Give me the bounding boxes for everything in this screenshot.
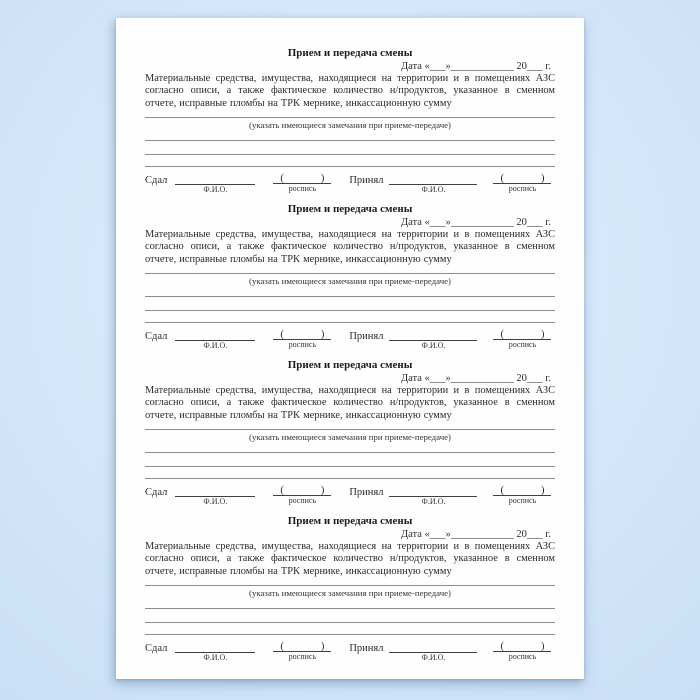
remarks-blank-line <box>145 310 555 311</box>
signature-row <box>145 639 555 663</box>
form-title: Прием и передача смены <box>287 203 413 215</box>
remarks-caption: (указать имеющиеся замечания при приеме-передаче) <box>249 432 451 442</box>
signature-blank-line <box>273 639 331 652</box>
signature-caption: роспись <box>508 340 537 349</box>
accepted-fio-field <box>389 327 477 351</box>
remarks-blank-line <box>145 622 555 623</box>
shift-handover-form-1 <box>145 47 555 203</box>
remarks-blank-line <box>145 166 555 167</box>
remarks-caption: (указать имеющиеся замечания при приеме-передаче) <box>249 276 451 286</box>
date-blank-line: Дата «___»____________ 20___ г. <box>400 373 551 384</box>
fio-blank-line <box>389 327 477 341</box>
remarks-caption: (указать имеющиеся замечания при приеме-передаче) <box>249 588 451 598</box>
handed-signature-field <box>273 483 331 507</box>
remarks-blank-line <box>145 452 555 453</box>
accepted-label: Принял <box>349 487 384 498</box>
handed-over-label: Сдал <box>145 331 168 342</box>
form-body-text: Материальные средства, имущества, находящиеся на территории и в помещениях АЗС согласно описи, а также фактическое количество н/продуктов, указанное в сменном отчете, исправные пломбы на ТРК мернике, инкассационную сумму <box>145 541 555 577</box>
document-page <box>116 18 584 679</box>
remarks-blank-line <box>145 634 555 635</box>
paren-close: ) <box>320 329 325 340</box>
fio-blank-line <box>175 639 255 653</box>
shift-handover-form-4 <box>145 515 555 671</box>
paren-open: ( <box>500 329 504 340</box>
paren-close: ) <box>320 173 325 184</box>
accepted-signature-field <box>493 171 551 195</box>
signature-blank-line <box>493 639 551 652</box>
handed-fio-field <box>175 639 255 663</box>
handed-over-label: Сдал <box>145 487 168 498</box>
remarks-blank-line <box>145 117 555 118</box>
accepted-signature-field <box>493 327 551 351</box>
paren-open: ( <box>280 485 284 496</box>
handed-signature-field <box>273 171 331 195</box>
paren-open: ( <box>500 485 504 496</box>
signature-blank-line <box>493 327 551 340</box>
remarks-blank-line <box>145 273 555 274</box>
remarks-blank-line <box>145 154 555 155</box>
signature-caption: роспись <box>508 184 537 193</box>
accepted-label: Принял <box>349 331 384 342</box>
handed-fio-field <box>175 171 255 195</box>
signature-row <box>145 483 555 507</box>
paren-open: ( <box>280 329 284 340</box>
form-title: Прием и передача смены <box>287 515 413 527</box>
accepted-fio-field <box>389 639 477 663</box>
remarks-caption: (указать имеющиеся замечания при приеме-передаче) <box>249 120 451 130</box>
remarks-blank-line <box>145 585 555 586</box>
remarks-blank-line <box>145 478 555 479</box>
signature-row <box>145 327 555 351</box>
signature-caption: роспись <box>508 496 537 505</box>
form-title: Прием и передача смены <box>287 47 413 59</box>
handed-fio-field <box>175 483 255 507</box>
fio-caption: Ф.И.О. <box>203 497 228 506</box>
paren-open: ( <box>280 173 284 184</box>
fio-caption: Ф.И.О. <box>203 185 228 194</box>
form-title: Прием и передача смены <box>287 359 413 371</box>
remarks-blank-line <box>145 296 555 297</box>
handed-over-label: Сдал <box>145 175 168 186</box>
accepted-label: Принял <box>349 175 384 186</box>
paren-close: ) <box>540 641 545 652</box>
date-blank-line: Дата «___»____________ 20___ г. <box>400 217 551 228</box>
fio-blank-line <box>175 327 255 341</box>
fio-caption: Ф.И.О. <box>421 497 446 506</box>
accepted-signature-field <box>493 639 551 663</box>
signature-caption: роспись <box>288 184 317 193</box>
signature-blank-line <box>493 171 551 184</box>
fio-caption: Ф.И.О. <box>421 185 446 194</box>
handed-over-label: Сдал <box>145 643 168 654</box>
paren-close: ) <box>320 641 325 652</box>
date-blank-line: Дата «___»____________ 20___ г. <box>400 529 551 540</box>
paren-open: ( <box>500 173 504 184</box>
paren-close: ) <box>320 485 325 496</box>
fio-blank-line <box>175 171 255 185</box>
signature-blank-line <box>493 483 551 496</box>
form-body-text: Материальные средства, имущества, находящиеся на территории и в помещениях АЗС согласно описи, а также фактическое количество н/продуктов, указанное в сменном отчете, исправные пломбы на ТРК мернике, инкассационную сумму <box>145 73 555 109</box>
remarks-blank-line <box>145 608 555 609</box>
signature-caption: роспись <box>508 652 537 661</box>
signature-caption: роспись <box>288 340 317 349</box>
handed-fio-field <box>175 327 255 351</box>
signature-blank-line <box>273 327 331 340</box>
remarks-blank-line <box>145 466 555 467</box>
paren-close: ) <box>540 329 545 340</box>
signature-blank-line <box>273 171 331 184</box>
fio-caption: Ф.И.О. <box>421 341 446 350</box>
fio-blank-line <box>389 639 477 653</box>
fio-caption: Ф.И.О. <box>203 653 228 662</box>
fio-blank-line <box>389 171 477 185</box>
fio-blank-line <box>389 483 477 497</box>
signature-blank-line <box>273 483 331 496</box>
paren-open: ( <box>280 641 284 652</box>
remarks-blank-line <box>145 322 555 323</box>
signature-row <box>145 171 555 195</box>
accepted-fio-field <box>389 171 477 195</box>
accepted-fio-field <box>389 483 477 507</box>
fio-caption: Ф.И.О. <box>421 653 446 662</box>
fio-caption: Ф.И.О. <box>203 341 228 350</box>
fio-blank-line <box>175 483 255 497</box>
handed-signature-field <box>273 639 331 663</box>
remarks-blank-line <box>145 140 555 141</box>
form-body-text: Материальные средства, имущества, находящиеся на территории и в помещениях АЗС согласно описи, а также фактическое количество н/продуктов, указанное в сменном отчете, исправные пломбы на ТРК мернике, инкассационную сумму <box>145 385 555 421</box>
paren-open: ( <box>500 641 504 652</box>
date-blank-line: Дата «___»____________ 20___ г. <box>400 61 551 72</box>
form-body-text: Материальные средства, имущества, находящиеся на территории и в помещениях АЗС согласно описи, а также фактическое количество н/продуктов, указанное в сменном отчете, исправные пломбы на ТРК мернике, инкассационную сумму <box>145 229 555 265</box>
shift-handover-form-3 <box>145 359 555 515</box>
accepted-signature-field <box>493 483 551 507</box>
paren-close: ) <box>540 173 545 184</box>
shift-handover-form-2 <box>145 203 555 359</box>
handed-signature-field <box>273 327 331 351</box>
paren-close: ) <box>540 485 545 496</box>
signature-caption: роспись <box>288 652 317 661</box>
accepted-label: Принял <box>349 643 384 654</box>
remarks-blank-line <box>145 429 555 430</box>
signature-caption: роспись <box>288 496 317 505</box>
